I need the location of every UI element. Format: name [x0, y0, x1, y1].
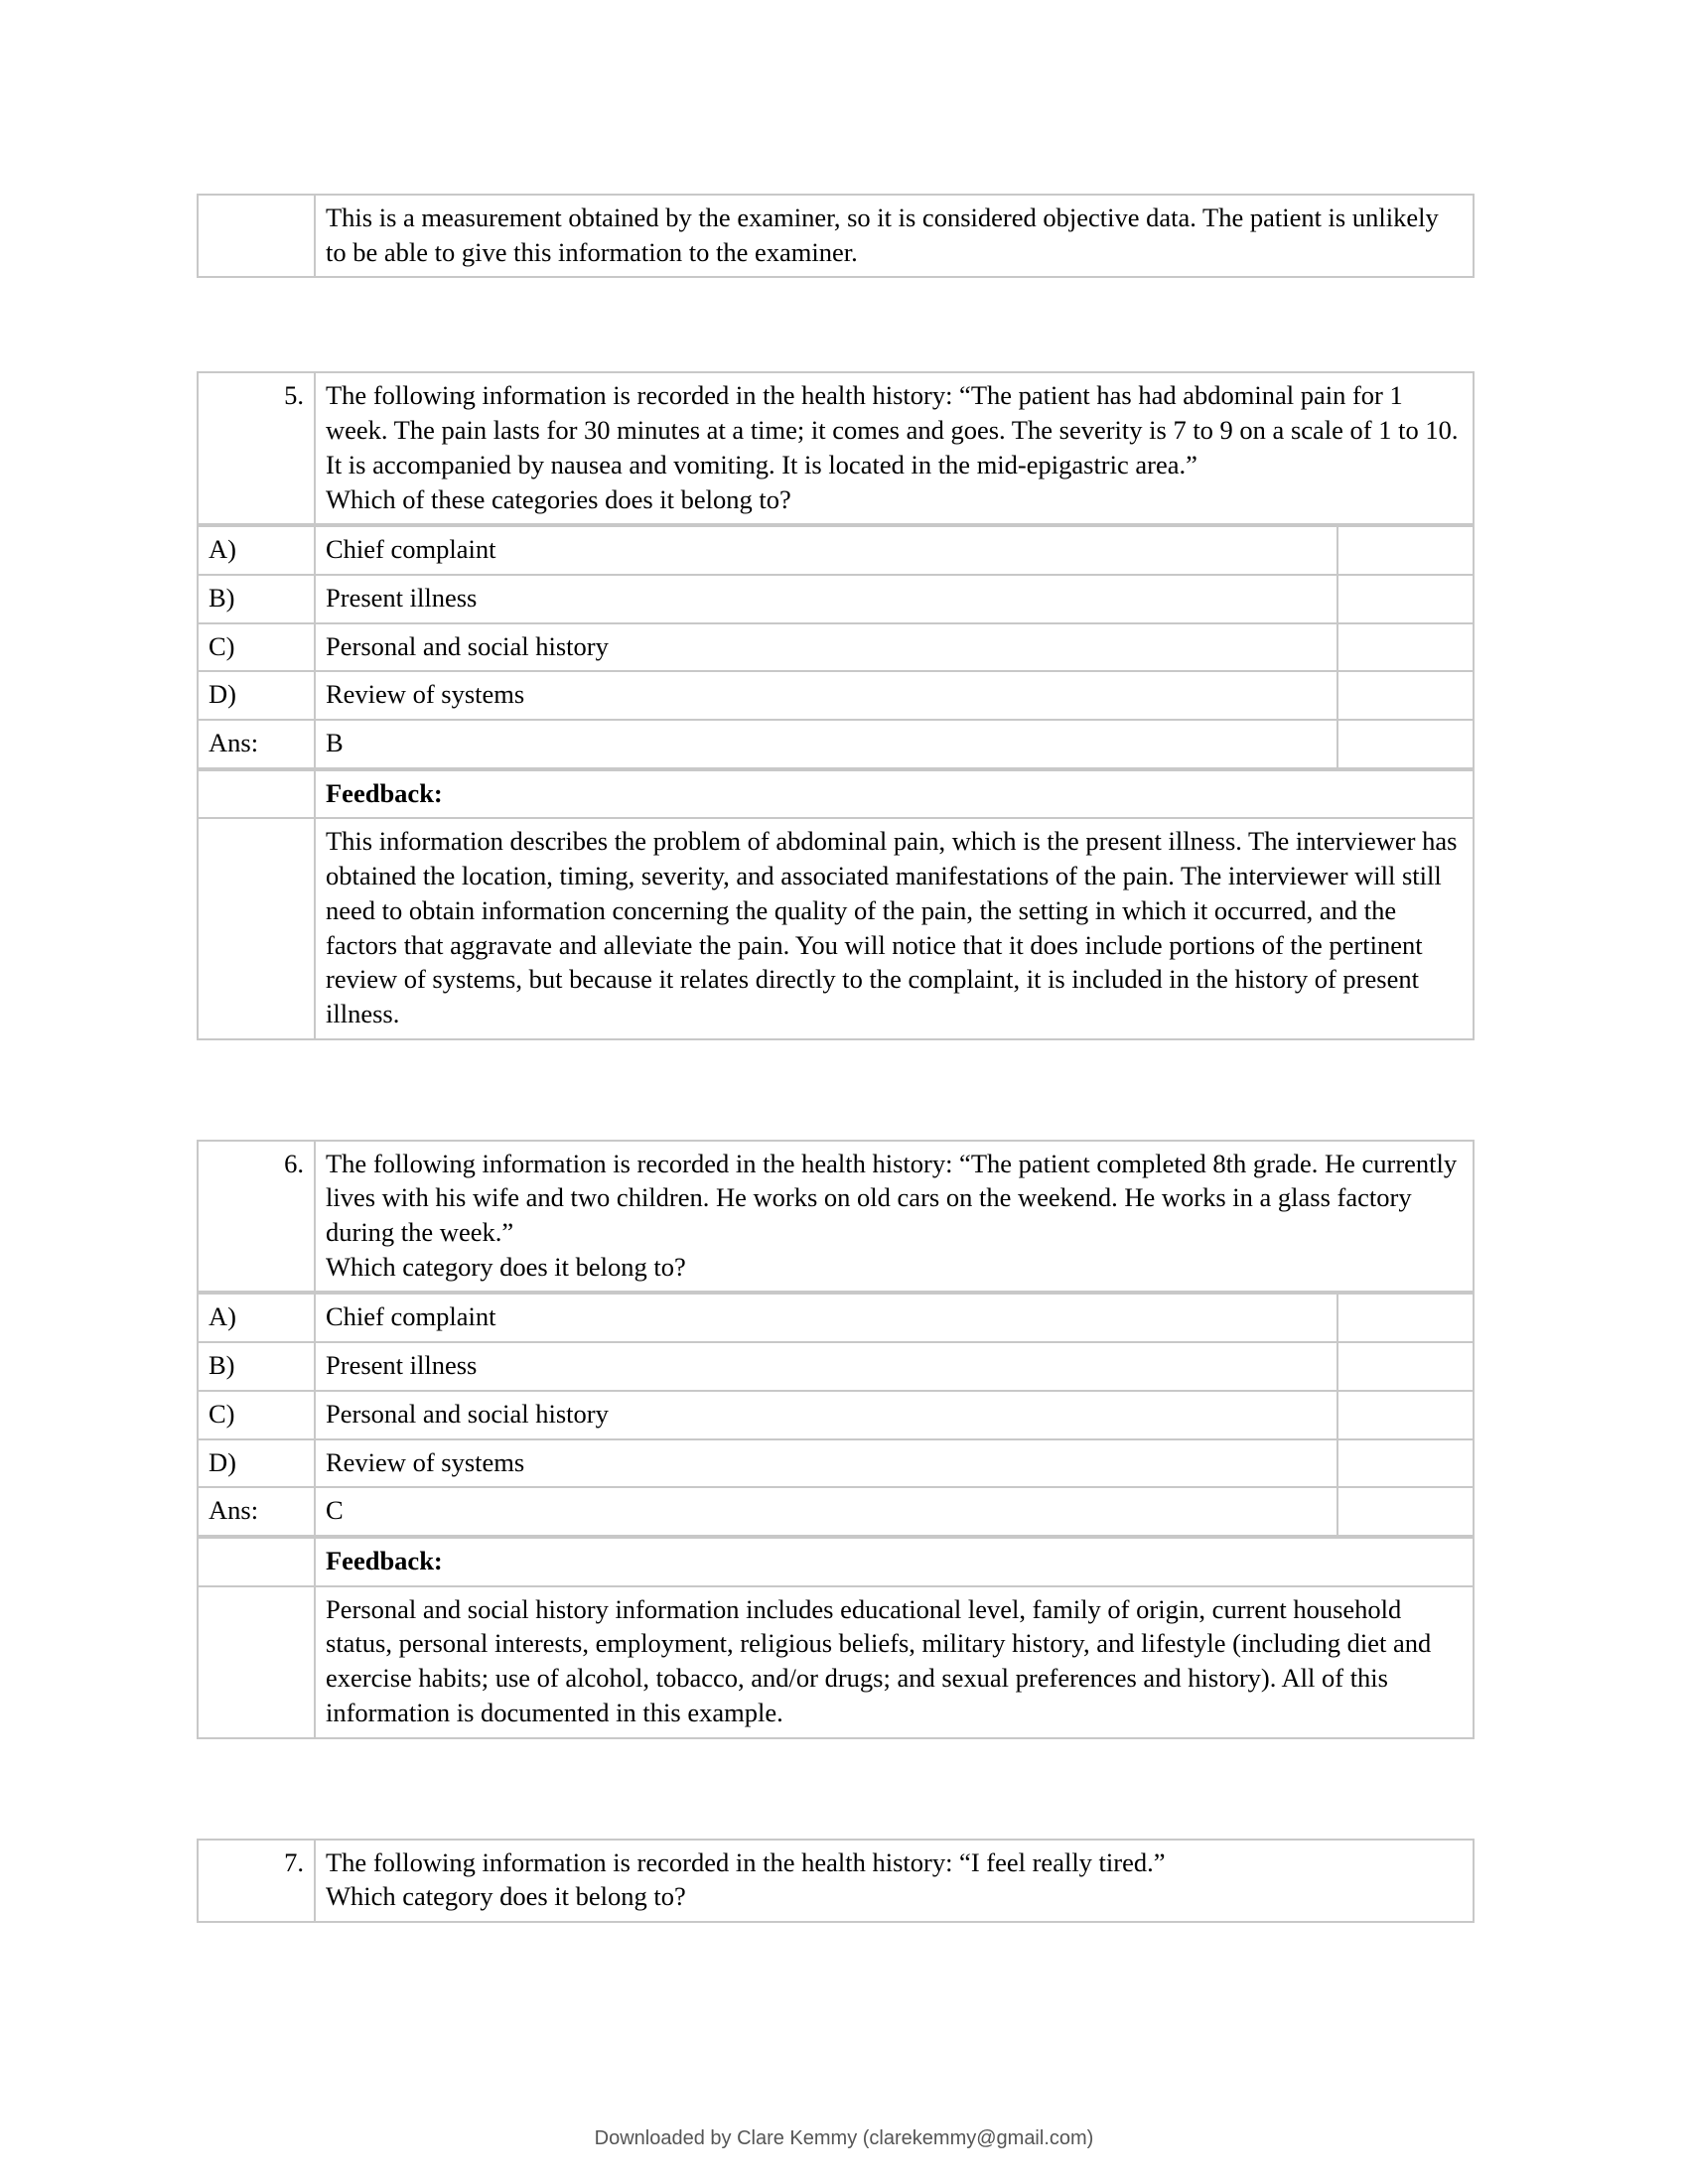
empty-label-cell: [198, 195, 315, 277]
question-stem-cell: [315, 1840, 1474, 1922]
question-number: 5.: [198, 372, 315, 524]
option-row[interactable]: [198, 671, 1474, 720]
row-right-pad: [1337, 720, 1474, 768]
empty-label-cell: [198, 818, 315, 1038]
option-text-a: Chief complaint: [315, 1294, 1337, 1342]
feedback-continuation-table: [197, 194, 1475, 278]
question-number: 7.: [198, 1840, 315, 1922]
option-text-c: Personal and social history: [315, 623, 1337, 672]
option-key-c: C): [198, 1391, 315, 1439]
question-stem-cell: [315, 372, 1474, 524]
question-lead-in-text: Which category does it belong to?: [326, 1251, 686, 1282]
row-right-pad: [1337, 671, 1474, 720]
question-5-options-table: [197, 525, 1475, 769]
option-text-b: Present illness: [315, 1342, 1337, 1391]
row-right-pad: [1337, 1487, 1474, 1536]
answer-row: [198, 720, 1474, 768]
option-key-b: B): [198, 575, 315, 623]
question-stem-text: The following information is recorded in the health history: “I feel really tired.”: [326, 1846, 1166, 1877]
table-row: [198, 195, 1474, 277]
question-stem-text: The following information is recorded in the health history: “The patient completed 8th grade. He currently lives with his wife and two children. He works on old cars on the weekend. He works in a glass factory during the week.”: [326, 1148, 1458, 1248]
answer-value: C: [315, 1487, 1337, 1536]
question-stem-text: The following information is recorded in the health history: “The patient has had abdominal pain for 1 week. The pain lasts for 30 minutes at a time; it comes and goes. The severity is 7 to 9 on a scale of 1 to 10. It is accompanied by nausea and vomiting. It is located in the mid-epigastric area.”: [326, 380, 1459, 479]
option-row[interactable]: [198, 1439, 1474, 1488]
feedback-continuation-text: This is a measurement obtained by the examiner, so it is considered objective data. The patient is unlikely to be able to give this information to the examiner.: [315, 195, 1474, 277]
question-stem-cell: [315, 1141, 1474, 1293]
feedback-label: Feedback:: [315, 1538, 1474, 1586]
option-text-b: Present illness: [315, 575, 1337, 623]
question-stem-row: [198, 1840, 1474, 1922]
option-row[interactable]: [198, 526, 1474, 575]
option-key-d: D): [198, 1439, 315, 1488]
option-row[interactable]: [198, 1391, 1474, 1439]
row-right-pad: [1337, 575, 1474, 623]
option-text-c: Personal and social history: [315, 1391, 1337, 1439]
block-spacer: [197, 278, 1473, 371]
question-lead-in-text: Which category does it belong to?: [326, 1881, 686, 1912]
feedback-body-row: [198, 818, 1474, 1038]
feedback-header-row: [198, 770, 1474, 819]
row-right-pad: [1337, 526, 1474, 575]
option-key-b: B): [198, 1342, 315, 1391]
row-right-pad: [1337, 623, 1474, 672]
page-footer: Downloaded by Clare Kemmy (clarekemmy@gmail.com): [594, 2127, 1094, 2149]
option-row[interactable]: [198, 1342, 1474, 1391]
block-spacer: [197, 1040, 1473, 1140]
option-key-a: A): [198, 526, 315, 575]
option-key-a: A): [198, 1294, 315, 1342]
feedback-label: Feedback:: [315, 770, 1474, 819]
answer-label: Ans:: [198, 720, 315, 768]
feedback-body-row: [198, 1586, 1474, 1738]
option-text-d: Review of systems: [315, 1439, 1337, 1488]
option-row[interactable]: [198, 575, 1474, 623]
question-6-table: [197, 1140, 1475, 1294]
answer-label: Ans:: [198, 1487, 315, 1536]
option-row[interactable]: [198, 1294, 1474, 1342]
question-stem-row: [198, 372, 1474, 524]
option-key-d: D): [198, 671, 315, 720]
page-content: [197, 194, 1473, 1923]
row-right-pad: [1337, 1342, 1474, 1391]
row-right-pad: [1337, 1391, 1474, 1439]
empty-label-cell: [198, 1538, 315, 1586]
block-spacer: [197, 1739, 1473, 1839]
question-number: 6.: [198, 1141, 315, 1293]
question-6-options-table: [197, 1293, 1475, 1537]
feedback-header-row: [198, 1538, 1474, 1586]
question-stem-row: [198, 1141, 1474, 1293]
question-5-table: [197, 371, 1475, 525]
empty-label-cell: [198, 1586, 315, 1738]
option-row[interactable]: [198, 623, 1474, 672]
answer-value: B: [315, 720, 1337, 768]
feedback-text: This information describes the problem of abdominal pain, which is the present illness. The interviewer has obtained the location, timing, severity, and associated manifestations of the pain. The interviewer will still need to obtain information concerning the quality of the pain, the setting in which it occurred, and the factors that aggravate and alleviate the pain. You will notice that it does include portions of the pertinent review of systems, but because it relates directly to the complaint, it is included in the history of present illness.: [315, 818, 1474, 1038]
question-lead-in-text: Which of these categories does it belong to?: [326, 483, 791, 514]
question-5-feedback-table: [197, 769, 1475, 1040]
question-7-table: [197, 1839, 1475, 1923]
empty-label-cell: [198, 770, 315, 819]
option-text-a: Chief complaint: [315, 526, 1337, 575]
row-right-pad: [1337, 1294, 1474, 1342]
question-6-feedback-table: [197, 1537, 1475, 1739]
feedback-text: Personal and social history information includes educational level, family of origin, current household status, personal interests, employment, religious beliefs, military history, and lifestyle (including diet and exercise habits; use of alcohol, tobacco, and/or drugs; and sexual preferences and history). All of this information is documented in this example.: [315, 1586, 1474, 1738]
option-key-c: C): [198, 623, 315, 672]
answer-row: [198, 1487, 1474, 1536]
option-text-d: Review of systems: [315, 671, 1337, 720]
row-right-pad: [1337, 1439, 1474, 1488]
